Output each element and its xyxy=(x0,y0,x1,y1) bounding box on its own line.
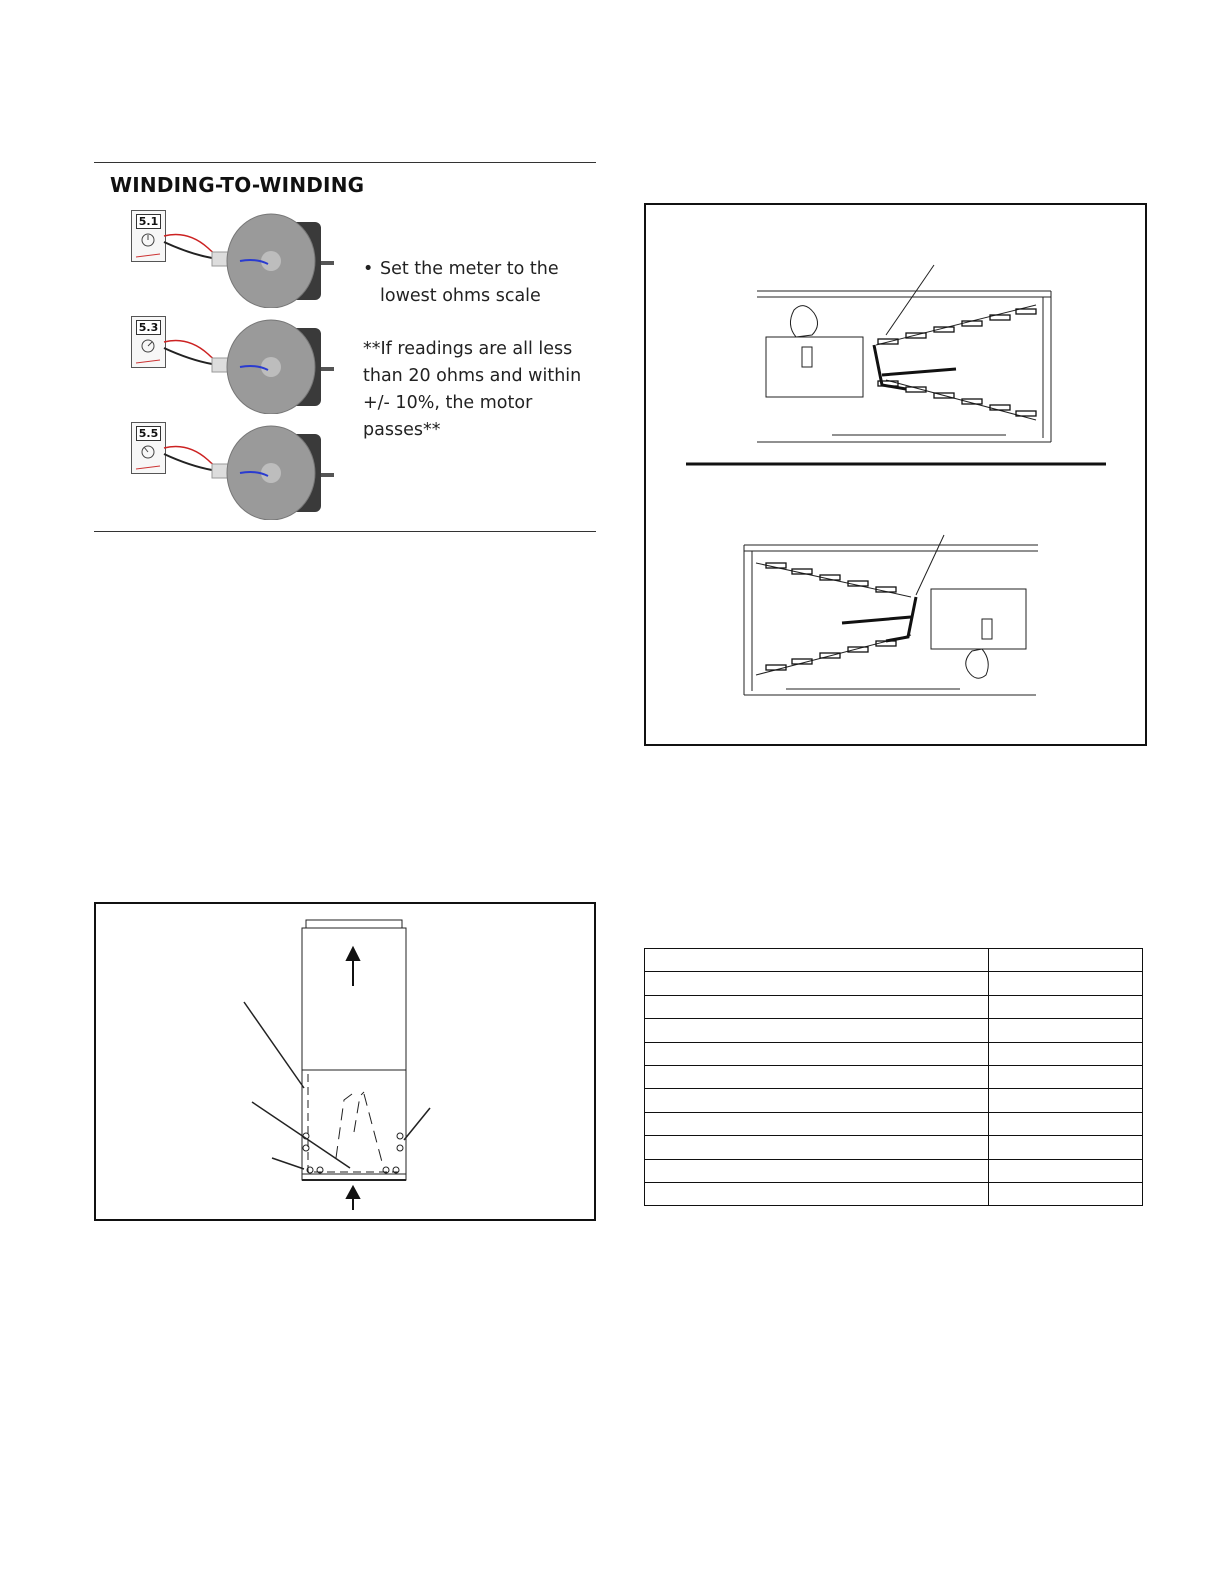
section-title: WINDING-TO-WINDING xyxy=(110,173,365,197)
pass-line-4: passes** xyxy=(363,420,441,440)
pass-line-2: than 20 ohms and within xyxy=(363,366,582,386)
table-row xyxy=(645,1182,1143,1205)
table-cell xyxy=(989,972,1143,995)
pass-criteria-text xyxy=(363,336,593,444)
motor-step-3 xyxy=(128,420,343,520)
airflow-cabinet-icon xyxy=(96,904,594,1219)
table-cell xyxy=(645,1065,989,1088)
table-row xyxy=(645,1065,1143,1088)
motor-step-1 xyxy=(128,208,343,308)
instruction-line-1: Set the meter to the xyxy=(380,259,559,279)
motor-step-2 xyxy=(128,314,343,414)
table-row xyxy=(645,1112,1143,1135)
table-cell xyxy=(645,1019,989,1042)
table-cell xyxy=(989,1136,1143,1159)
instruction-line-2: lowest ohms scale xyxy=(380,286,541,306)
table-cell xyxy=(989,949,1143,972)
table-cell xyxy=(645,995,989,1018)
step-label: 5.5 xyxy=(136,426,161,441)
table-cell xyxy=(989,995,1143,1018)
step-label: 5.1 xyxy=(136,214,161,229)
table-row xyxy=(645,972,1143,995)
table-cell xyxy=(645,972,989,995)
pass-line-3: +/- 10%, the motor xyxy=(363,393,533,413)
bullet-dot: • xyxy=(363,259,374,279)
pass-line-1: **If readings are all less xyxy=(363,339,573,359)
table-cell xyxy=(645,1042,989,1065)
table-cell xyxy=(645,1089,989,1112)
table-row xyxy=(645,1089,1143,1112)
table-row xyxy=(645,995,1143,1018)
airflow-figure-frame xyxy=(94,902,596,1221)
table-cell xyxy=(989,1019,1143,1042)
table-cell xyxy=(645,1182,989,1205)
instruction-text xyxy=(363,256,593,310)
table-row xyxy=(645,949,1143,972)
table-cell xyxy=(989,1159,1143,1182)
coil-unit-diagram-icon xyxy=(646,205,1145,744)
top-rule xyxy=(94,162,596,163)
step-label: 5.3 xyxy=(136,320,161,335)
table-row xyxy=(645,1019,1143,1042)
table-cell xyxy=(989,1089,1143,1112)
table-row xyxy=(645,1159,1143,1182)
bottom-rule xyxy=(94,531,596,532)
table-cell xyxy=(989,1065,1143,1088)
table-cell xyxy=(645,1159,989,1182)
table-cell xyxy=(645,1136,989,1159)
table-cell xyxy=(989,1112,1143,1135)
table-cell xyxy=(645,1112,989,1135)
table-row xyxy=(645,1042,1143,1065)
table-cell xyxy=(645,949,989,972)
data-table xyxy=(644,948,1143,1206)
table-row xyxy=(645,1136,1143,1159)
table-cell xyxy=(989,1182,1143,1205)
coil-figure-frame xyxy=(644,203,1147,746)
table-cell xyxy=(989,1042,1143,1065)
